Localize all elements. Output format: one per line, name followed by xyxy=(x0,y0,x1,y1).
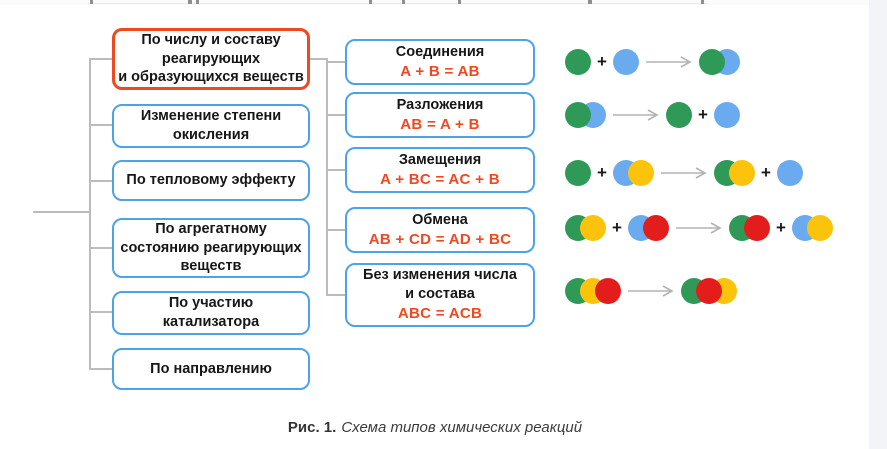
diagram-row-exchange xyxy=(565,215,833,241)
plus-operator: + xyxy=(612,218,622,237)
reaction-title: Соединения xyxy=(395,43,485,60)
reaction-box-exchange xyxy=(345,207,535,253)
figure-caption-label: Рис. 1. xyxy=(287,419,337,436)
tree-branch-line xyxy=(327,229,346,231)
blue-atom-circle xyxy=(613,49,639,75)
molecule-group xyxy=(666,102,692,128)
green-atom-circle xyxy=(699,49,725,75)
figure-caption-text: Схема типов химических реакций xyxy=(341,419,583,436)
tree-branch-line xyxy=(327,61,346,63)
tree-branch-line xyxy=(327,114,346,116)
box-line: состоянию реагирующих xyxy=(120,239,302,256)
box-line: По участию xyxy=(168,295,254,312)
tree-mid-trunk xyxy=(326,59,328,296)
reaction-box-substitution xyxy=(345,147,535,193)
criteria-box-direction xyxy=(112,348,310,390)
blue-atom-circle xyxy=(714,102,740,128)
molecule-group xyxy=(613,160,654,186)
reaction-arrow-icon xyxy=(675,221,723,235)
reaction-formula: A + BC = AC + B xyxy=(380,171,500,189)
plus-operator: + xyxy=(597,52,607,71)
criteria-box-catalyst xyxy=(112,291,310,335)
molecule-group xyxy=(565,102,606,128)
red-atom-circle xyxy=(643,215,669,241)
box-line: катализатора xyxy=(162,314,260,330)
cropped-text-mark xyxy=(188,0,192,4)
tree-branch-line xyxy=(327,294,346,296)
box-line: веществ xyxy=(180,258,242,275)
molecule-group xyxy=(681,278,737,304)
molecule-group xyxy=(714,102,740,128)
reaction-arrow-icon xyxy=(627,284,675,298)
yellow-atom-circle xyxy=(628,160,654,186)
cropped-text-mark xyxy=(458,0,461,4)
criteria-box-thermal-effect xyxy=(112,160,310,201)
criteria-box-number-and-composition xyxy=(112,28,310,90)
reaction-title: Обмена xyxy=(412,211,468,228)
molecule-group xyxy=(565,160,591,186)
reaction-formula: AB = A + B xyxy=(400,116,480,134)
reaction-arrow-icon xyxy=(612,108,660,122)
diagram-row-no-change xyxy=(565,278,737,304)
green-atom-circle xyxy=(666,102,692,128)
reaction-title: и состава xyxy=(405,285,475,302)
tree-left-trunk xyxy=(89,58,91,370)
box-line: По числу и составу xyxy=(141,32,281,49)
cropped-text-line xyxy=(88,3,708,4)
tree-branch-line xyxy=(90,311,113,313)
tree-branch-line xyxy=(90,247,113,249)
green-atom-circle xyxy=(565,49,591,75)
reaction-formula: AB + CD = AD + BC xyxy=(368,231,512,249)
cropped-text-mark xyxy=(90,0,93,4)
molecule-group xyxy=(565,49,591,75)
molecule-group xyxy=(699,49,740,75)
diagram-row-combination xyxy=(565,49,740,75)
reaction-box-no-change xyxy=(345,263,535,327)
reaction-title: Без изменения числа xyxy=(363,267,517,284)
criteria-box-oxidation-state xyxy=(112,104,310,148)
tree-branch-line xyxy=(90,368,113,370)
plus-operator: + xyxy=(775,218,786,237)
molecule-group xyxy=(777,160,803,186)
diagram-row-decomposition xyxy=(565,102,740,128)
molecule-group xyxy=(565,278,621,304)
tree-root-line xyxy=(33,211,90,213)
box-line: окисления xyxy=(172,127,250,143)
box-line: Изменение степени xyxy=(140,108,282,125)
molecule-group xyxy=(613,49,639,75)
criteria-box-aggregate-state xyxy=(112,218,310,278)
reaction-box-decomposition xyxy=(345,92,535,138)
box-line: По агрегатному xyxy=(155,221,267,238)
tree-branch-line xyxy=(327,169,346,171)
tree-branch-line xyxy=(90,180,113,182)
plus-operator: + xyxy=(597,163,607,182)
yellow-atom-circle xyxy=(807,215,833,241)
box-line: и образующихся веществ xyxy=(118,69,304,86)
cropped-text-strip xyxy=(0,0,887,5)
reaction-arrow-icon xyxy=(660,166,708,180)
cropped-text-mark xyxy=(701,0,704,4)
red-atom-circle xyxy=(744,215,770,241)
blue-atom-circle xyxy=(777,160,803,186)
molecule-group xyxy=(729,215,770,241)
molecule-group xyxy=(565,215,606,241)
cropped-text-mark xyxy=(369,0,372,4)
reaction-formula: ABC = ACB xyxy=(397,305,483,323)
cropped-text-mark xyxy=(196,0,199,4)
reaction-formula: A + B = AB xyxy=(400,63,480,81)
reaction-arrow-icon xyxy=(645,55,693,69)
reaction-title: Разложения xyxy=(396,96,484,113)
cropped-text-mark xyxy=(588,0,592,4)
tree-branch-line xyxy=(90,58,113,60)
box-line: По тепловому эффекту xyxy=(126,172,296,189)
molecule-group xyxy=(628,215,669,241)
tree-branch-line xyxy=(90,124,113,126)
red-atom-circle xyxy=(595,278,621,304)
box-line: реагирующих xyxy=(161,50,261,67)
molecule-group xyxy=(792,215,833,241)
green-atom-circle xyxy=(565,102,591,128)
cropped-text-mark xyxy=(402,0,405,4)
page-background-band xyxy=(869,0,887,449)
reaction-title: Замещения xyxy=(398,151,482,168)
molecule-group xyxy=(714,160,755,186)
figure-caption xyxy=(0,419,870,436)
box-line: По направлению xyxy=(150,360,272,377)
yellow-atom-circle xyxy=(729,160,755,186)
diagram-row-substitution xyxy=(565,160,803,186)
plus-operator: + xyxy=(698,105,708,124)
green-atom-circle xyxy=(565,160,591,186)
plus-operator: + xyxy=(760,163,771,182)
red-atom-circle xyxy=(696,278,722,304)
yellow-atom-circle xyxy=(580,215,606,241)
reaction-box-combination xyxy=(345,39,535,85)
